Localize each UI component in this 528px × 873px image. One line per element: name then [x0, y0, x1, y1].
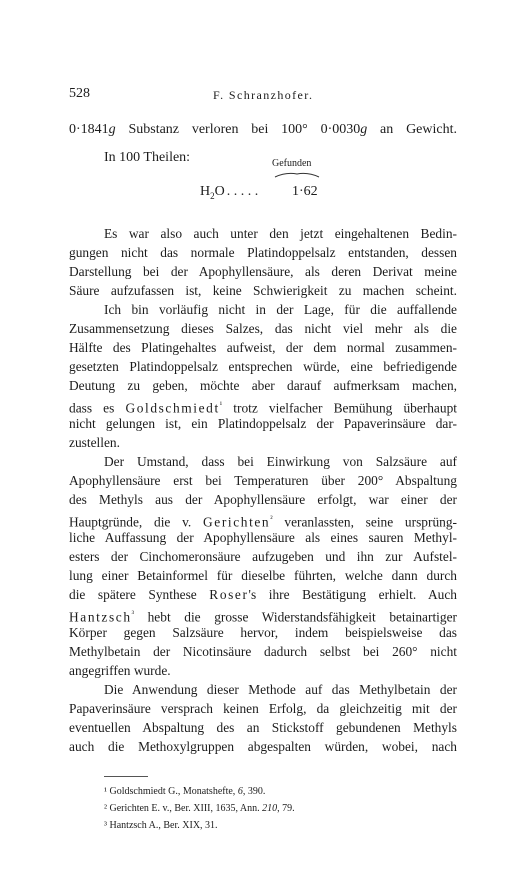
paragraph-line: Körper gegen Salzsäure hervor, indem beispielsweise das	[69, 625, 457, 640]
table-row-label: $H_2O$ . . . . .	[200, 184, 259, 201]
paragraph-line: Ich bin vorläufig nicht in der Lage, für die auffallende	[104, 302, 457, 317]
paragraph-line: gesetzten Platindoppelsalz entsprechen würde, eine befriedigende	[69, 359, 457, 374]
paragraph-line: angegriffen wurde.	[69, 663, 171, 678]
paragraph-line: Zusammensetzung dieses Salzes, das nicht viel mehr als die	[69, 321, 457, 336]
paragraph-line: liche Auffassung der Apophyllensäure als eines sauren Methyl-	[69, 530, 457, 545]
footnote-rule	[104, 776, 148, 777]
paragraph-line: nicht gelungen ist, ein Platindoppelsalz der Papaverinsäure dar-	[69, 416, 457, 431]
paragraph-line: Darstellung bei der Apophyllensäure, als deren Derivat meine	[69, 264, 457, 279]
footnote: ¹ Goldschmiedt G., Monatshefte, 6, 390.	[104, 786, 266, 797]
paragraph-line: Der Umstand, dass bei Einwirkung von Salzsäure auf	[104, 454, 457, 469]
page-number: 528	[69, 86, 90, 101]
paragraph-line: Hälfte des Platingehaltes aufweist, der dem normal zusammen-	[69, 340, 457, 355]
paragraph-line: lung einer Betainformel für dieselbe führten, welche dann durch	[69, 568, 457, 583]
table-row-value: 1·62	[292, 184, 318, 199]
paragraph-line: eventuellen Abspaltung des an Stickstoff gebundenen Methyls	[69, 720, 457, 735]
paragraph-line: Die Anwendung dieser Methode auf das Methylbetain der	[104, 682, 457, 697]
paragraph-line: Papaverinsäure versprach keinen Erfolg, da gleichzeitig mit der	[69, 701, 457, 716]
table-column-header: Gefunden	[272, 158, 312, 169]
brace-decoration	[274, 171, 320, 179]
paragraph-line: Methylbetain der Nicotinsäure dadurch selbst bei 260° nicht	[69, 644, 457, 659]
author-name: Gerichten	[203, 514, 271, 530]
paragraph-line: esters der Cinchomeronsäure aufzugeben und ihn zur Aufstel-	[69, 549, 457, 564]
footnote: ² Gerichten E. v., Ber. XIII, 1635, Ann. 210, 79.	[104, 803, 295, 814]
paragraph-line: zustellen.	[69, 435, 120, 450]
paragraph-line: dass es Goldschmiedt$^{^1}$ trotz vielfacher Bemühung überhaupt	[69, 400, 457, 416]
paragraph-line: Es war also auch unter den jetzt eingehaltenen Bedin-	[104, 226, 457, 241]
paragraph-line: Hauptgründe, die v. Gerichten$^{^2}$ veranlassten, seine ursprüng-	[69, 514, 457, 530]
table-caption: In 100 Theilen:	[104, 150, 191, 165]
result-line: 0·1841g Substanz verloren bei 100° 0·0030g an Gewicht.	[69, 122, 457, 137]
paragraph-line: Deutung zu geben, möchte aber darauf aufmerksam machen,	[69, 378, 457, 393]
author-name: Goldschmiedt	[125, 400, 220, 416]
footnote: ³ Hantzsch A., Ber. XIX, 31.	[104, 820, 218, 831]
paragraph-line: Hantzsch$^{^3}$ hebt die grosse Widerstandsfähigkeit betainartiger	[69, 609, 457, 625]
paragraph-line: die spätere Synthese Roser's ihre Bestätigung erhielt. Auch	[69, 587, 457, 602]
running-title: F. Schranzhofer.	[213, 88, 314, 102]
paragraph-line: auch die Methoxylgruppen abgespalten würden, wobei, nach	[69, 739, 457, 754]
paragraph-line: Apophyllensäure erst bei Temperaturen über 200° Abspaltung	[69, 473, 457, 488]
paragraph-line: Säure aufzufassen ist, keine Schwierigkeit zu machen scheint.	[69, 283, 457, 298]
footnote-ref: ²	[270, 514, 273, 523]
footnote-ref: ¹	[219, 400, 223, 409]
author-name: Roser	[209, 587, 249, 602]
paragraph-line: des Methyls aus der Apophyllensäure erfolgt, war einer der	[69, 492, 457, 507]
author-name: Hantzsch	[69, 609, 132, 625]
footnote-ref: ³	[131, 609, 135, 618]
paragraph-line: gungen nicht das normale Platindoppelsalz entstanden, dessen	[69, 245, 457, 260]
